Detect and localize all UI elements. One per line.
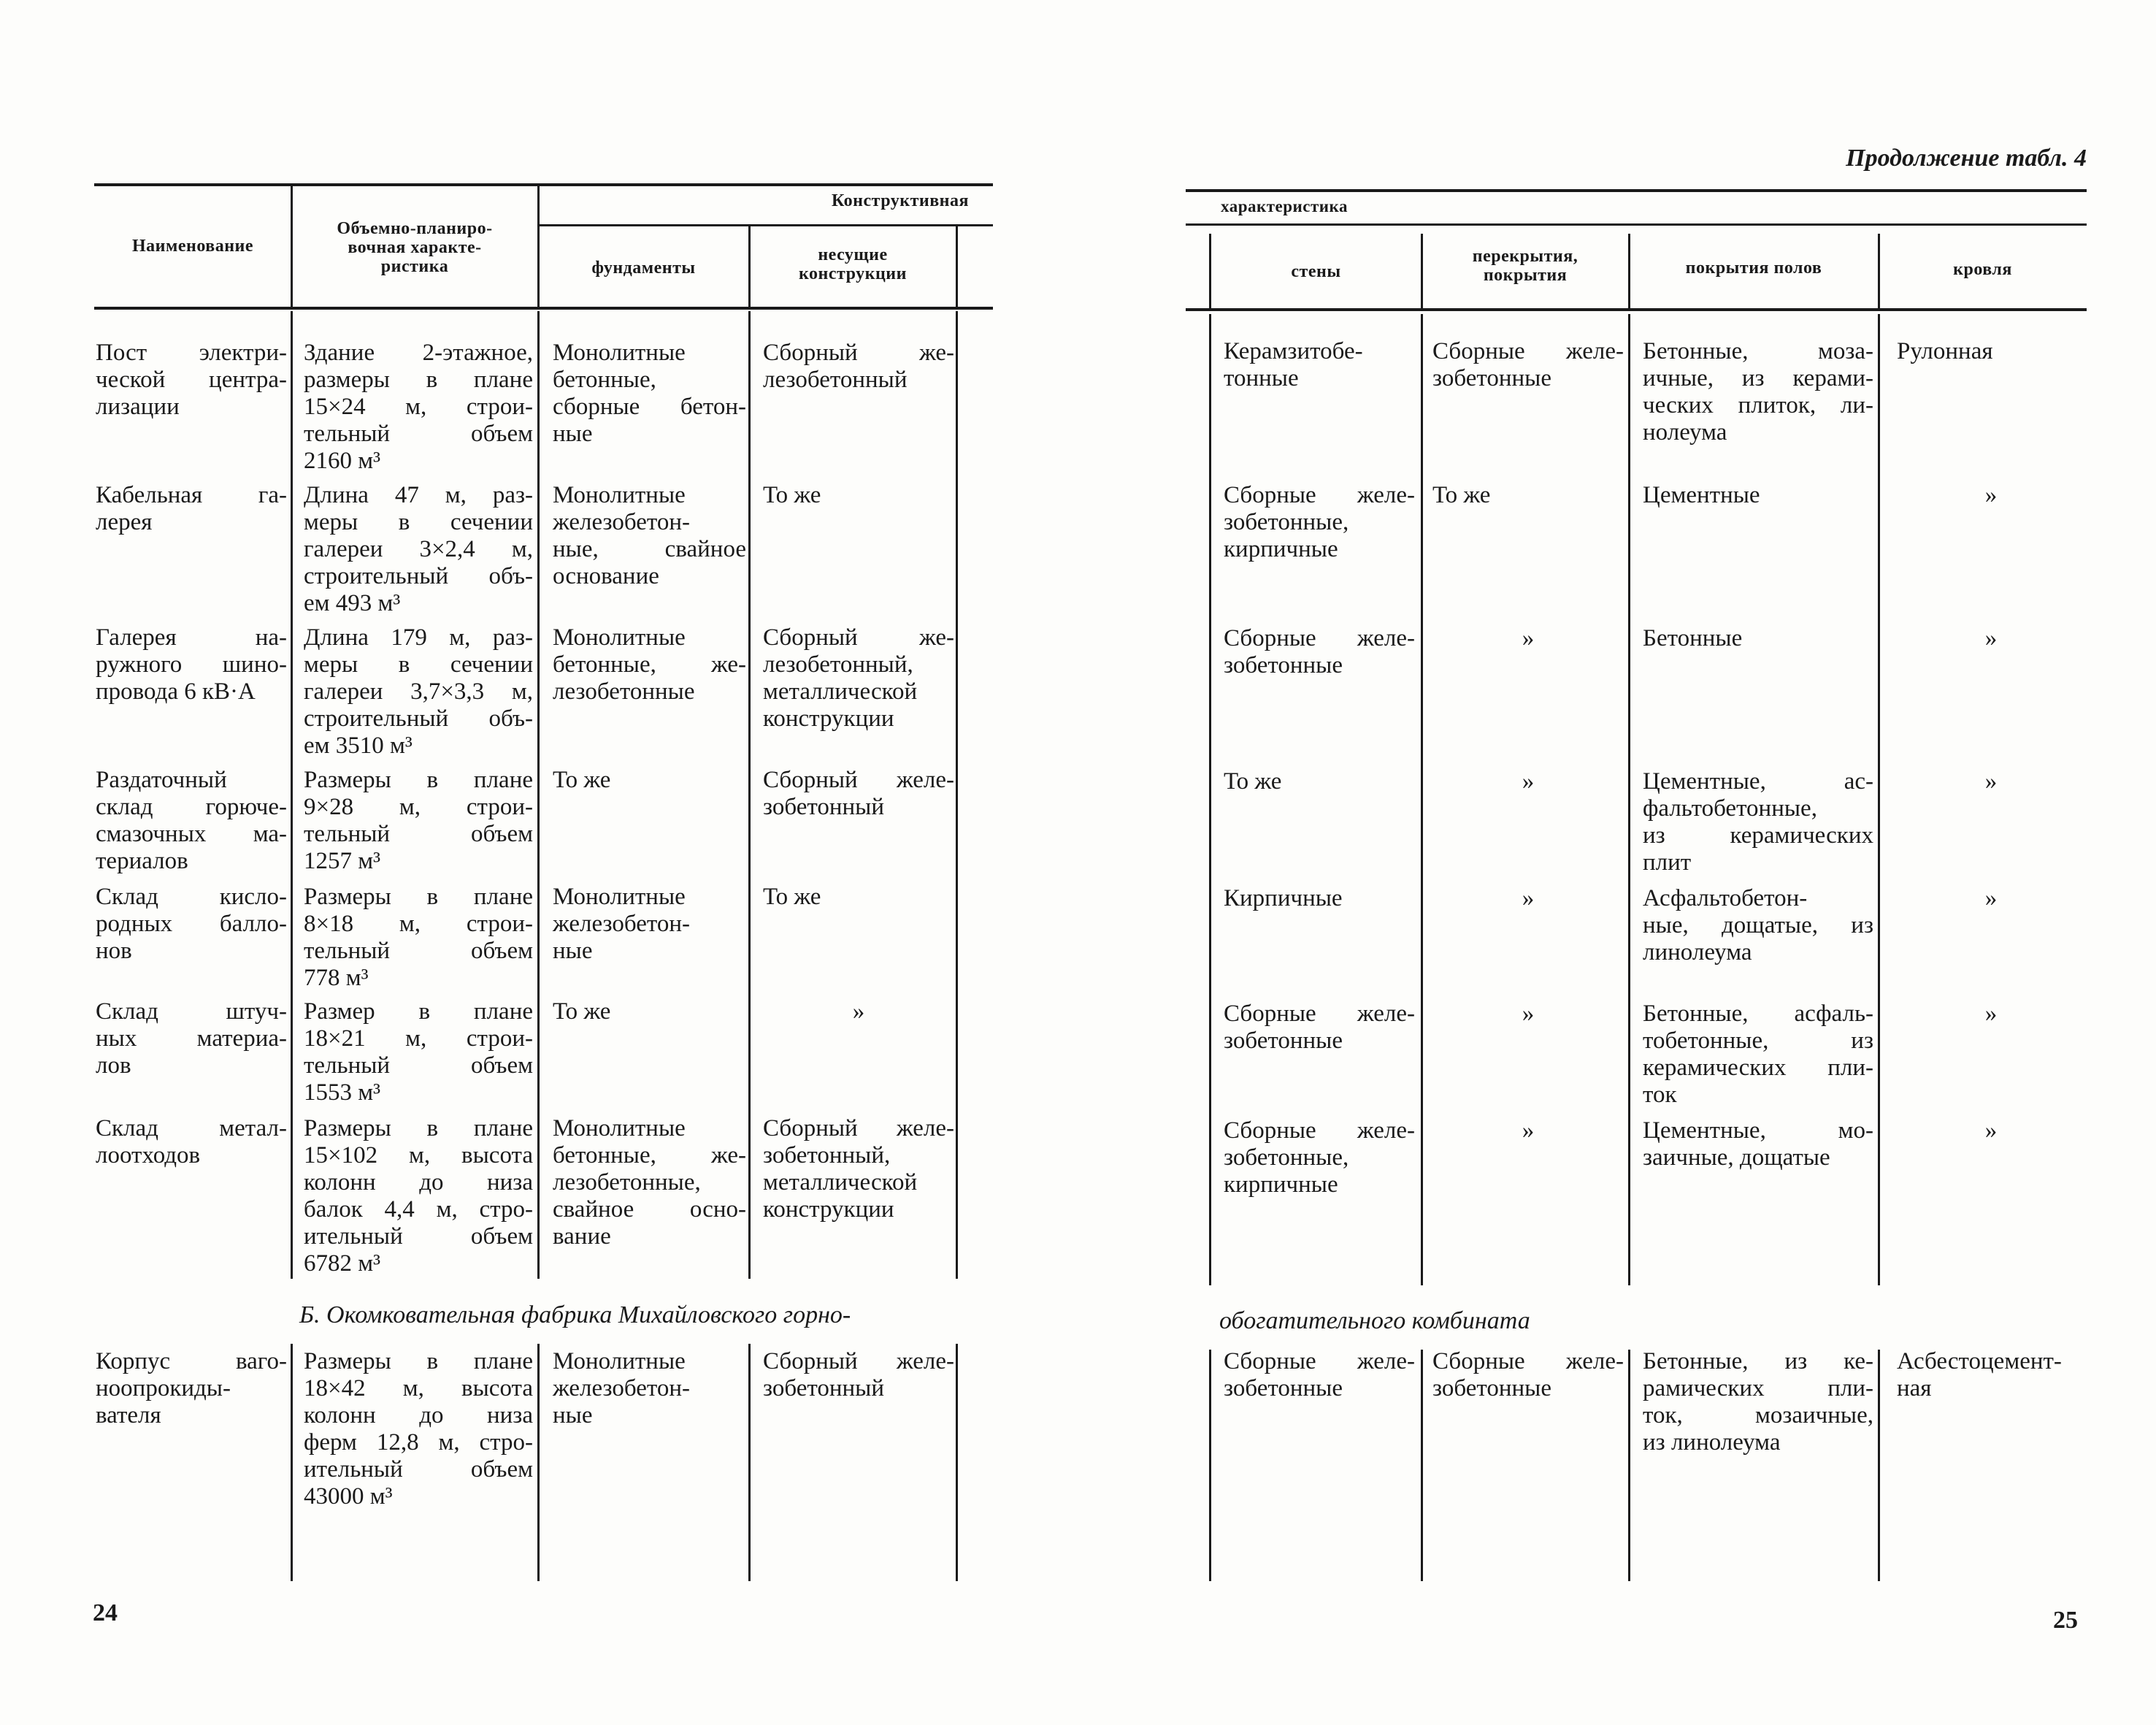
right-body-sep-1 — [1421, 314, 1423, 1285]
header-line: конструкции — [799, 264, 907, 283]
right-cell-flooring-line: керамических пли- — [1643, 1055, 1873, 1081]
header-line: стены — [1291, 262, 1341, 281]
left-cell-volume — [304, 482, 533, 617]
left-cell-bearing-line: То же — [763, 884, 821, 910]
left-cell-name-line: лизации — [96, 394, 180, 420]
right-cell-flooring-line: Цементные — [1643, 482, 1760, 508]
right-cell-walls-line: зобетонные, — [1224, 509, 1349, 535]
left-section-cell-name-line: ноопрокиды- — [96, 1375, 231, 1401]
right-cell-flooring-line: заичные, дощатые — [1643, 1144, 1830, 1171]
left-cell-bearing-line: зобетонный — [763, 794, 884, 820]
right-cell-flooring-line: нолеума — [1643, 419, 1727, 445]
left-cell-volume-line: 18×21 м, строи- — [304, 1025, 533, 1052]
right-header-bottom-rule — [1186, 308, 2087, 311]
right-cell-walls-line: зобетонные, — [1224, 1144, 1349, 1171]
header-line: вочная характе- — [348, 238, 482, 257]
right-cell-flooring-line: ичные, из керами- — [1643, 365, 1873, 391]
left-cell-name-line: смазочных ма- — [96, 821, 287, 847]
page-number-left: 24 — [93, 1599, 118, 1626]
left-cell-bearing-line: Сборный же- — [763, 340, 954, 366]
section-caption-left: Б. Окомковательная фабрика Михайловского горно- — [299, 1301, 851, 1328]
left-cell-bearing-line: металлической — [763, 678, 918, 705]
left-cell-bearing-line: конструкции — [763, 705, 894, 732]
left-cell-name-line: Раздаточный — [96, 767, 227, 793]
left-cell-volume-line: Размеры в плане — [304, 767, 533, 793]
header-line: Объемно-планиро- — [337, 219, 493, 238]
left-cell-name-line: провода 6 кВ·А — [96, 678, 256, 705]
right-cell-flooring — [1643, 1001, 1873, 1109]
right-group-rule — [1186, 223, 2087, 226]
right-section-cell-flooring-line: рамических пли- — [1643, 1375, 1873, 1401]
right-cell-floors — [1432, 482, 1624, 509]
left-group-rule — [538, 224, 993, 226]
right-sec-sep-2 — [1628, 1350, 1630, 1581]
left-cell-name-line: ческой центра- — [96, 367, 287, 393]
right-cell-roof — [1897, 1001, 2085, 1028]
left-cell-foundations — [553, 1115, 746, 1250]
left-body-sep-4 — [956, 311, 958, 1279]
right-cell-floors-line: » — [1522, 1001, 1535, 1027]
right-cell-flooring-line: ные, дощатые, из — [1643, 912, 1873, 938]
left-cell-volume-line: галереи 3,7×3,3 м, — [304, 678, 533, 705]
left-cell-volume-line: 15×102 м, высота — [304, 1142, 533, 1169]
left-cell-name-line: Склад штуч- — [96, 998, 287, 1025]
left-cell-volume-line: Длина 179 м, раз- — [304, 624, 533, 651]
right-cell-walls-line: зобетонные — [1224, 1028, 1343, 1054]
left-cell-foundations-line: ные — [553, 938, 593, 964]
right-section-cell-roof-line: ная — [1897, 1375, 1932, 1401]
left-cell-foundations-line: железобетон- — [553, 509, 691, 535]
right-cell-roof-line: Рулонная — [1897, 338, 1993, 364]
header-walls — [1211, 262, 1422, 281]
right-cell-roof-line: » — [1984, 482, 1998, 508]
left-cell-foundations — [553, 884, 746, 965]
left-body-sep-2 — [537, 311, 540, 1279]
right-section-cell-floors-line: Сборные желе- — [1432, 1348, 1624, 1374]
left-cell-volume-line: строительный объ- — [304, 563, 533, 589]
right-top-rule — [1186, 189, 2087, 192]
left-cell-bearing-line: То же — [763, 482, 821, 508]
left-section-cell-volume-line: 18×42 м, высота — [304, 1375, 533, 1401]
left-cell-volume-line: Размеры в плане — [304, 884, 533, 910]
left-cell-bearing-line: лезобетонный, — [763, 651, 913, 678]
header-line: несущие — [818, 245, 888, 264]
left-cell-volume-line: 2160 м³ — [304, 448, 381, 474]
header-foundations — [538, 259, 749, 278]
left-cell-foundations-line: свайное осно- — [553, 1196, 746, 1223]
left-cell-foundations-line: Монолитные — [553, 884, 686, 910]
right-cell-walls-line: тонные — [1224, 365, 1299, 391]
section-caption-right: обогатительного комбината — [1219, 1307, 1530, 1334]
header-characteristic-group: характеристика — [1221, 197, 1348, 215]
left-section-cell-foundations-line: Монолитные — [553, 1348, 686, 1374]
left-section-cell-foundations-line: ные — [553, 1402, 593, 1428]
right-cell-roof — [1897, 338, 2085, 365]
left-cell-volume-line: Здание 2-этажное, — [304, 340, 533, 366]
left-cell-volume-line: ем 3510 м³ — [304, 733, 413, 759]
right-cell-floors — [1432, 885, 1624, 912]
left-cell-name-line: лерея — [96, 509, 153, 535]
right-cell-roof-line: » — [1984, 768, 1998, 795]
right-cell-walls-line: Сборные желе- — [1224, 1001, 1415, 1027]
right-cell-flooring-line: ток — [1643, 1082, 1677, 1108]
right-cell-flooring-line: ческих плиток, ли- — [1643, 392, 1873, 418]
right-cell-floors-line: зобетонные — [1432, 365, 1551, 391]
left-cell-volume-line: 8×18 м, строи- — [304, 911, 533, 937]
left-cell-bearing-line: Сборный желе- — [763, 1115, 954, 1141]
left-body-sep-1 — [291, 311, 293, 1279]
left-cell-foundations-line: Монолитные — [553, 482, 686, 508]
left-cell-name-line: Кабельная га- — [96, 482, 287, 508]
left-cell-foundations-line: лезобетонные, — [553, 1169, 701, 1196]
left-cell-volume-line: 6782 м³ — [304, 1250, 381, 1277]
right-cell-floors-line: » — [1522, 625, 1535, 651]
right-cell-flooring-line: Асфальтобетон- — [1643, 885, 1808, 911]
left-section-cell-name-line: Корпус ваго- — [96, 1348, 287, 1374]
left-cell-volume-line: меры в сечении — [304, 509, 533, 535]
left-section-cell-bearing — [763, 1348, 954, 1402]
left-cell-name-line: нов — [96, 938, 132, 964]
left-cell-volume — [304, 340, 533, 475]
left-cell-volume — [304, 998, 533, 1106]
right-cell-walls-line: Керамзитобе- — [1224, 338, 1363, 364]
right-sec-sep-1 — [1421, 1350, 1423, 1581]
right-section-cell-walls — [1224, 1348, 1415, 1402]
left-cell-foundations-line: бетонные, же- — [553, 651, 746, 678]
left-section-cell-bearing-line: Сборный желе- — [763, 1348, 954, 1374]
right-section-cell-walls-line: зобетонные — [1224, 1375, 1343, 1401]
right-cell-walls — [1224, 625, 1415, 679]
right-cell-roof-line: » — [1984, 885, 1998, 911]
left-cell-foundations-line: Монолитные — [553, 624, 686, 651]
left-cell-bearing — [763, 340, 954, 394]
header-line: ристика — [380, 257, 449, 276]
right-cell-flooring — [1643, 482, 1873, 509]
left-cell-volume-line: 9×28 м, строи- — [304, 794, 533, 820]
right-sec-sep-0 — [1209, 1350, 1211, 1581]
left-cell-name — [96, 998, 287, 1079]
right-cell-flooring-line: фальтобетонные, — [1643, 795, 1817, 822]
left-cell-bearing — [763, 998, 954, 1025]
left-cell-foundations — [553, 482, 746, 590]
left-cell-name — [96, 340, 287, 421]
right-cell-floors-line: То же — [1432, 482, 1491, 508]
left-section-cell-volume-line: 43000 м³ — [304, 1483, 393, 1510]
left-cell-volume-line: 1553 м³ — [304, 1079, 381, 1106]
left-cell-foundations-line: лезобетонные — [553, 678, 695, 705]
header-flooring — [1629, 259, 1879, 278]
right-cell-floors — [1432, 338, 1624, 392]
left-cell-bearing-line: Сборный же- — [763, 624, 954, 651]
left-cell-name-line: родных балло- — [96, 911, 287, 937]
left-cell-foundations-line: ные, свайное — [553, 536, 746, 562]
right-body-sep-2 — [1628, 314, 1630, 1285]
left-sec-sep-2 — [537, 1344, 540, 1581]
left-cell-volume-line: 1257 м³ — [304, 848, 381, 874]
left-cell-volume-line: строительный объ- — [304, 705, 533, 732]
left-section-cell-volume — [304, 1348, 533, 1510]
right-cell-walls — [1224, 885, 1415, 912]
left-cell-name-line: лов — [96, 1052, 131, 1079]
left-section-cell-volume-line: Размеры в плане — [304, 1348, 533, 1374]
right-body-sep-3 — [1878, 314, 1880, 1285]
right-cell-flooring-line: линолеума — [1643, 939, 1752, 965]
left-cell-name — [96, 767, 287, 875]
left-cell-volume-line: тельный объем — [304, 1052, 533, 1079]
left-cell-foundations-line: бетонные, — [553, 367, 656, 393]
left-cell-name-line: Склад метал- — [96, 1115, 287, 1141]
right-cell-roof-line: » — [1984, 625, 1998, 651]
header-constructive-group: Конструктивная — [831, 191, 969, 210]
right-cell-walls-line: зобетонные — [1224, 652, 1343, 678]
left-cell-foundations — [553, 340, 746, 448]
header-line: покрытия — [1483, 266, 1568, 285]
left-section-cell-foundations-line: железобетон- — [553, 1375, 691, 1401]
left-cell-name — [96, 884, 287, 965]
left-cell-volume-line: ительный объем — [304, 1223, 533, 1250]
left-cell-foundations-line: Монолитные — [553, 340, 686, 366]
right-cell-walls-line: Сборные желе- — [1224, 1117, 1415, 1144]
right-cell-floors — [1432, 1117, 1624, 1144]
header-line: Наименование — [132, 237, 253, 256]
left-cell-bearing — [763, 767, 954, 821]
right-cell-floors-line: » — [1522, 768, 1535, 795]
page-number-right: 25 — [2053, 1607, 2078, 1634]
left-section-cell-volume-line: ферм 12,8 м, стро- — [304, 1429, 533, 1456]
left-header-bottom-rule — [94, 307, 993, 310]
left-cell-volume-line: тельный объем — [304, 421, 533, 447]
left-cell-bearing-line: лезобетонный — [763, 367, 908, 393]
right-cell-flooring-line: Цементные, ас- — [1643, 768, 1873, 795]
header-line: кровля — [1953, 260, 2012, 279]
left-section-cell-foundations — [553, 1348, 746, 1429]
right-cell-floors-line: Сборные желе- — [1432, 338, 1624, 364]
left-cell-volume-line: 15×24 м, строи- — [304, 394, 533, 420]
left-cell-volume — [304, 1115, 533, 1277]
right-cell-floors — [1432, 768, 1624, 795]
right-cell-walls-line: Сборные желе- — [1224, 482, 1415, 508]
right-cell-roof — [1897, 885, 2085, 912]
right-cell-roof-line: » — [1984, 1117, 1998, 1144]
left-sec-sep-3 — [748, 1344, 751, 1581]
left-cell-volume-line: меры в сечении — [304, 651, 533, 678]
left-cell-name-line: лоотходов — [96, 1142, 201, 1169]
left-cell-volume-line: Длина 47 м, раз- — [304, 482, 533, 508]
right-cell-flooring-line: Бетонные, асфаль- — [1643, 1001, 1873, 1027]
right-cell-flooring-line: Бетонные, моза- — [1643, 338, 1873, 364]
right-cell-flooring — [1643, 885, 1873, 966]
right-section-cell-flooring-line: из линолеума — [1643, 1429, 1781, 1456]
left-cell-bearing — [763, 482, 954, 509]
right-cell-flooring-line: Цементные, мо- — [1643, 1117, 1873, 1144]
header-line: фундаменты — [591, 259, 696, 278]
left-cell-volume-line: 778 м³ — [304, 965, 369, 991]
right-cell-walls — [1224, 1001, 1415, 1055]
right-cell-flooring-line: тобетонные, из — [1643, 1028, 1873, 1054]
right-cell-walls — [1224, 482, 1415, 563]
left-cell-name-line: Склад кисло- — [96, 884, 287, 910]
header-bearing — [749, 245, 956, 283]
left-cell-name-line: ных материа- — [96, 1025, 287, 1052]
left-cell-bearing — [763, 884, 954, 911]
left-cell-volume — [304, 624, 533, 760]
left-cell-bearing — [763, 624, 954, 733]
left-cell-name-line: Пост электри- — [96, 340, 287, 366]
right-cell-roof-line: » — [1984, 1001, 1998, 1027]
left-cell-name-line: ружного шино- — [96, 651, 287, 678]
right-body-sep-0 — [1209, 314, 1211, 1285]
left-cell-volume-line: размеры в плане — [304, 367, 533, 393]
right-cell-floors-line: » — [1522, 1117, 1535, 1144]
right-cell-walls — [1224, 768, 1415, 795]
left-sec-sep-1 — [291, 1344, 293, 1581]
right-section-cell-floors-line: зобетонные — [1432, 1375, 1551, 1401]
left-cell-bearing-line: конструкции — [763, 1196, 894, 1223]
left-cell-bearing-line: Сборный желе- — [763, 767, 954, 793]
right-cell-walls-line: кирпичные — [1224, 1171, 1338, 1198]
left-top-rule — [94, 183, 993, 186]
left-cell-volume-line: галереи 3×2,4 м, — [304, 536, 533, 562]
right-section-cell-flooring-line: Бетонные, из ке- — [1643, 1348, 1873, 1374]
left-cell-volume-line: балок 4,4 м, стро- — [304, 1196, 533, 1223]
left-section-cell-volume-line: ительный объем — [304, 1456, 533, 1483]
left-cell-foundations-line: железобетон- — [553, 911, 691, 937]
left-cell-foundations-line: основание — [553, 563, 659, 589]
right-section-cell-roof — [1897, 1348, 2085, 1402]
right-cell-roof — [1897, 482, 2085, 509]
left-cell-name-line: склад горюче- — [96, 794, 287, 820]
left-cell-volume-line: тельный объем — [304, 821, 533, 847]
right-section-cell-flooring — [1643, 1348, 1873, 1456]
header-line: покрытия полов — [1685, 259, 1822, 278]
left-cell-bearing-line: зобетонный, — [763, 1142, 891, 1169]
left-cell-name-line: Галерея на- — [96, 624, 287, 651]
left-cell-foundations-line: То же — [553, 767, 611, 793]
left-section-cell-bearing-line: зобетонный — [763, 1375, 884, 1401]
right-sec-sep-3 — [1878, 1350, 1880, 1581]
header-name — [94, 237, 291, 256]
right-cell-roof — [1897, 768, 2085, 795]
left-cell-foundations-line: вание — [553, 1223, 611, 1250]
right-cell-floors-line: » — [1522, 885, 1535, 911]
left-cell-volume — [304, 767, 533, 875]
left-cell-foundations-line: бетонные, же- — [553, 1142, 746, 1169]
right-cell-flooring-line: плит — [1643, 849, 1692, 876]
right-section-cell-flooring-line: ток, мозаичные, — [1643, 1402, 1873, 1428]
right-cell-flooring — [1643, 768, 1873, 876]
left-cell-name — [96, 482, 287, 536]
left-cell-foundations-line: То же — [553, 998, 611, 1025]
right-cell-walls-line: кирпичные — [1224, 536, 1338, 562]
right-cell-walls-line: Кирпичные — [1224, 885, 1343, 911]
continuation-title: Продолжение табл. 4 — [1846, 145, 2087, 172]
left-cell-name-line: териалов — [96, 848, 188, 874]
right-cell-flooring — [1643, 338, 1873, 446]
right-cell-flooring-line: Бетонные — [1643, 625, 1743, 651]
left-section-cell-name — [96, 1348, 287, 1429]
right-cell-flooring-line: из керамических — [1643, 822, 1873, 849]
left-cell-volume-line: колонн до низа — [304, 1169, 533, 1196]
right-cell-flooring — [1643, 625, 1873, 652]
left-section-cell-volume-line: колонн до низа — [304, 1402, 533, 1428]
left-cell-foundations — [553, 767, 746, 794]
right-cell-floors — [1432, 625, 1624, 652]
left-cell-foundations-line: сборные бетон- — [553, 394, 746, 420]
header-volume — [291, 219, 538, 276]
left-sec-sep-4 — [956, 1344, 958, 1581]
left-section-cell-name-line: вателя — [96, 1402, 161, 1428]
right-cell-walls — [1224, 1117, 1415, 1198]
right-cell-roof — [1897, 625, 2085, 652]
right-section-cell-roof-line: Асбестоцемент- — [1897, 1348, 2062, 1374]
left-cell-volume-line: тельный объем — [304, 938, 533, 964]
right-cell-walls-line: Сборные желе- — [1224, 625, 1415, 651]
right-cell-walls-line: То же — [1224, 768, 1282, 795]
left-cell-foundations — [553, 624, 746, 705]
right-cell-roof — [1897, 1117, 2085, 1144]
header-line: перекрытия, — [1472, 247, 1578, 266]
left-cell-foundations — [553, 998, 746, 1025]
left-cell-volume-line: ем 493 м³ — [304, 590, 401, 616]
left-cell-bearing — [763, 1115, 954, 1223]
left-cell-foundations-line: ные — [553, 421, 593, 447]
header-roof — [1879, 260, 2087, 279]
left-cell-bearing-line: » — [852, 998, 865, 1025]
right-section-cell-walls-line: Сборные желе- — [1224, 1348, 1415, 1374]
left-cell-volume-line: Размеры в плане — [304, 1115, 533, 1141]
right-cell-floors — [1432, 1001, 1624, 1028]
left-body-sep-3 — [748, 311, 751, 1279]
left-cell-volume — [304, 884, 533, 992]
left-cell-name — [96, 1115, 287, 1169]
right-cell-flooring — [1643, 1117, 1873, 1171]
left-cell-volume-line: Размер в плане — [304, 998, 533, 1025]
right-section-cell-floors — [1432, 1348, 1624, 1402]
left-cell-bearing-line: металлической — [763, 1169, 918, 1196]
header-floors — [1422, 247, 1629, 285]
right-cell-walls — [1224, 338, 1415, 392]
left-cell-name — [96, 624, 287, 705]
left-cell-foundations-line: Монолитные — [553, 1115, 686, 1141]
